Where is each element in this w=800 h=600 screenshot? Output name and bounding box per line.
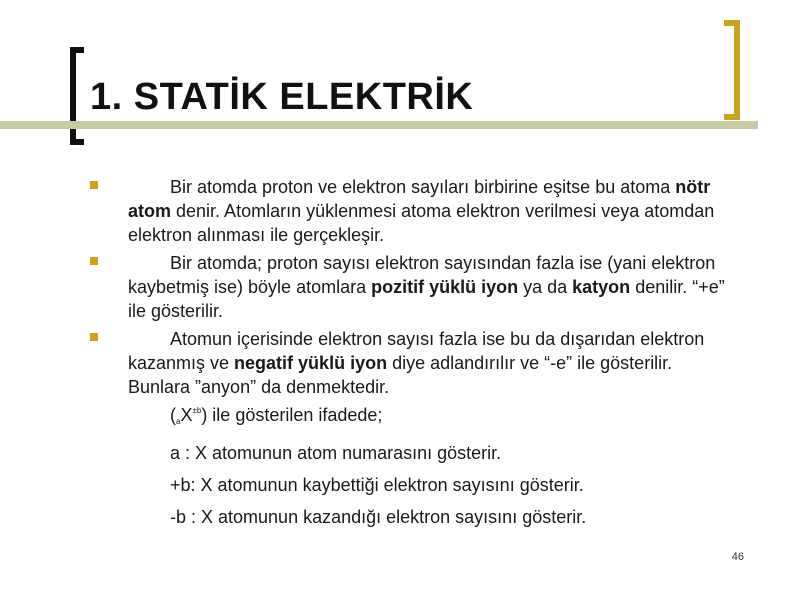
square-bullet-icon [90,257,98,265]
definition-line: -b : X atomunun kazandığı elektron sayısını gösterir. [170,507,587,527]
bullet-item-positive-ion [118,251,738,323]
page-number: 46 [731,551,744,563]
square-bullet-icon [90,333,98,341]
bullet-text: Bir atomda; proton sayısı elektron sayısından fazla ise (yani elektron kaybetmiş ise) böyle atomlara [128,253,716,297]
definition-line: +b: X atomunun kaybettiği elektron sayısını gösterir. [170,475,584,495]
bold-term: nötr atom [128,177,711,221]
bold-term: negatif yüklü iyon [234,353,388,373]
formula-superscript: ±b [192,406,202,415]
left-bracket-decoration [70,47,84,145]
bullet-text: denilir. “+e” ile gösterilir. [128,277,725,321]
formula-symbol: X [180,405,193,425]
bold-term: pozitif yüklü iyon [371,277,519,297]
bullet-item-neutral-atom [118,175,738,247]
bold-term: katyon [572,277,631,297]
bullet-text: ya da [518,277,573,297]
definition-line: a : X atomunun atom numarasını gösterir. [170,443,502,463]
formula-open: ( [170,405,176,425]
bullet-text: denir. Atomların yüklenmesi atoma elektron verilmesi veya atomdan elektron alınması ile gerçekleşir. [128,201,715,245]
slide-title: 1. STATİK ELEKTRİK [90,76,474,118]
bullet-item-negative-ion [118,327,738,399]
bullet-text: Bir atomda proton ve elektron sayıları birbirine eşitse bu atoma [170,177,676,197]
formula-text: ) ile gösterilen ifadede; [201,405,383,425]
bullet-text: diye adlandırılır ve “-e” ile gösterilir. Bunlara ”anyon” da denmektedir. [128,353,673,397]
formula-subscript: a [176,417,181,426]
slide-content [118,175,738,529]
formula-line [118,403,738,427]
right-bracket-decoration [724,20,740,120]
bullet-text: Atomun içerisinde elektron sayısı fazla ise bu da dışarıdan elektron kazanmış ve [128,329,705,373]
title-rule [0,121,758,129]
square-bullet-icon [90,181,98,189]
